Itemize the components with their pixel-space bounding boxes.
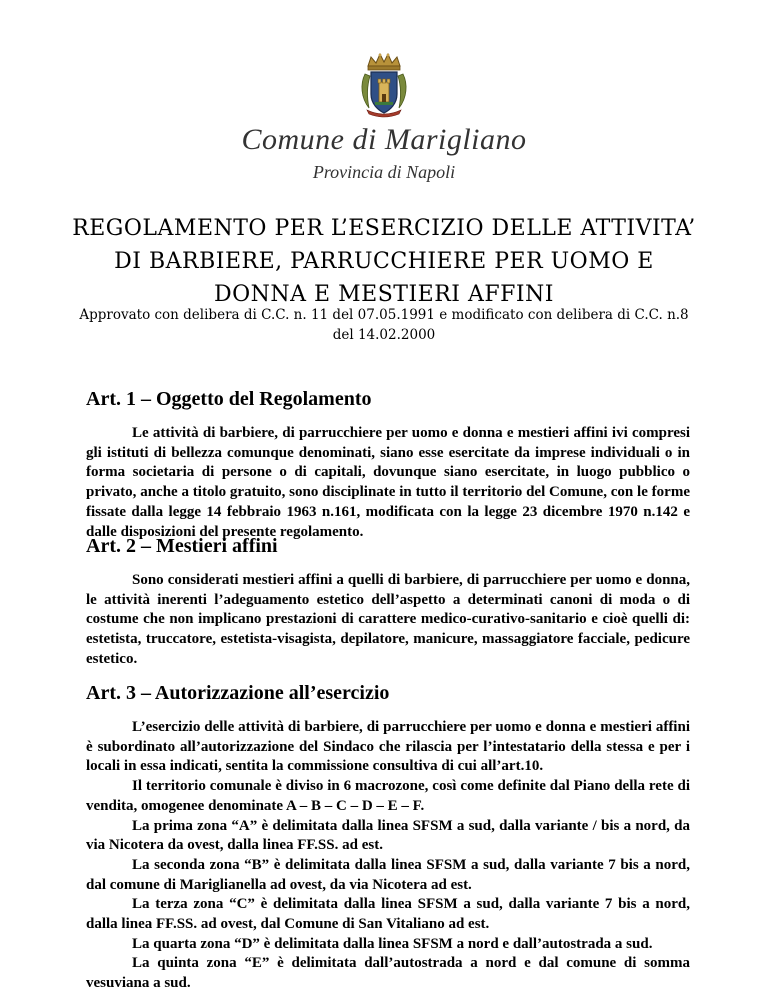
article-paragraph: Sono considerati mestieri affini a quelli di barbiere, di parrucchiere per uomo e donna, le attività inerenti l’adeguamento estetico dell’aspetto a determinati canoni di moda o di costume che non implicano prestazioni di carattere medico-curativo-sanitario e cioè quelli di: estetista, truccatore, estetista-visagista, depilatore, manicure, massaggiatore facciale, pedicure estetico. [86,572,690,667]
approval-note: Approvato con delibera di C.C. n. 11 del 07.05.1991 e modificato con delibera di C.C. n.8 del 14.02.2000 [79,307,689,343]
coat-of-arms-icon [359,52,409,118]
article-paragraph: La quinta zona “E” è delimitata dall’autostrada a nord e dal comune di somma vesuviana a sud. [86,955,690,992]
article-body [86,718,690,994]
document-title: REGOLAMENTO PER L’ESERCIZIO DELLE ATTIVITA’ DI BARBIERE, PARRUCCHIERE PER UOMO E DONNA E MESTIERI AFFINI [72,216,696,307]
article-heading: Art. 2 – Mestieri affini [86,535,278,557]
article-paragraph: La quarta zona “D” è delimitata dalla linea SFSM a nord e dall’autostrada a sud. [132,935,653,952]
article-paragraph: La terza zona “C” è delimitata dalla linea SFSM a sud, dalla variante 7 bis a nord, dalla linea FF.SS. ad ovest, dal Comune di San Vitaliano ad est. [86,896,690,933]
province-name: Provincia di Napoli [312,162,456,182]
article-heading: Art. 1 – Oggetto del Regolamento [86,388,372,410]
article-paragraph: L’esercizio delle attività di barbiere, di parrucchiere per uomo e donna e mestieri affini è subordinato all’autorizzazione del Sindaco che rilascia per l’intestatario della stessa e per i locali in essa indicati, sentita la commissione consultiva di cui all’art.10. [86,719,690,775]
article-heading: Art. 3 – Autorizzazione all’esercizio [86,682,390,704]
article-paragraph: La seconda zona “B” è delimitata dalla linea SFSM a sud, dalla variante 7 bis a nord, dal comune di Mariglianella ad ovest, da via Nicotera ad est. [86,856,690,893]
article-body [86,571,690,670]
article-2 [86,535,690,670]
article-3 [86,682,690,994]
article-paragraph: La prima zona “A” è delimitata dalla linea SFSM a sud, dalla variante / bis a nord, da via Nicotera da ovest, dalla linea FF.SS. ad est. [86,817,690,854]
municipality-name: Comune di Marigliano [241,123,527,156]
article-paragraph: Il territorio comunale è diviso in 6 macrozone, così come definite dal Piano della rete di vendita, omogenee denominate A – B – C – D – E – F. [86,778,690,814]
article-1 [86,388,690,542]
article-paragraph: Le attività di barbiere, di parrucchiere per uomo e donna e mestieri affini ivi compresi gli istituti di bellezza comunque denominati, siano esse esercitate da imprese individuali o in forma societaria di persone o di capitali, dovunque siano esercitate, in luogo pubblico o privato, anche a titolo gratuito, sono disciplinate in tutto il territorio del Comune, con le forme fissate dalla legge 14 febbraio 1963 n.161, modificata con la legge 23 dicembre 1970 n.142 e dalle disposizioni del presente regolamento. [86,425,690,540]
letterhead [0,52,768,182]
article-body [86,424,690,542]
